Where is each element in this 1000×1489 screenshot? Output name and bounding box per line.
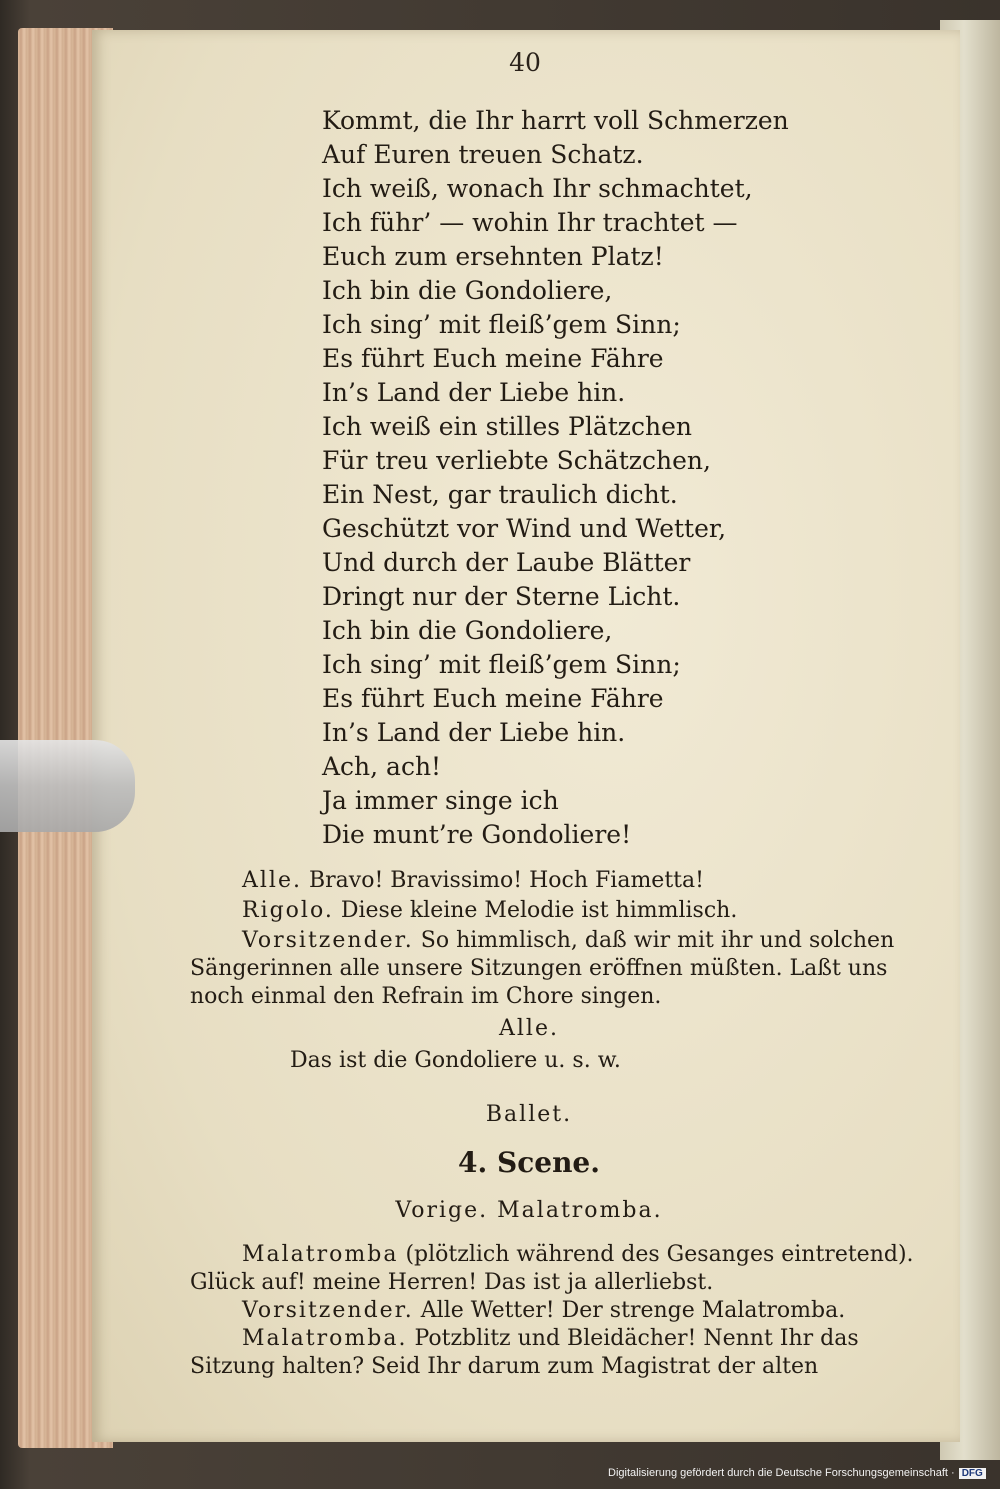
speech-text: Potzblitz und Bleidächer! Nennt Ihr das bbox=[414, 1326, 859, 1351]
speaker-name: Malatromba. bbox=[242, 1326, 408, 1351]
verse-line: Euch zum ersehnten Platz! bbox=[322, 242, 664, 271]
dfg-logo: DFG bbox=[959, 1468, 986, 1479]
speech-text: So himmlisch, daß wir mit ihr und solchen bbox=[420, 928, 895, 953]
dialogue-continuation: Sängerinnen alle unsere Sitzungen eröffnen müßten. Laßt uns bbox=[190, 956, 888, 981]
verse-line: In’s Land der Liebe hin. bbox=[322, 718, 626, 747]
verse-line: Ich führ’ — wohin Ihr trachtet — bbox=[322, 208, 738, 237]
verse-line: In’s Land der Liebe hin. bbox=[322, 378, 626, 407]
verse-line: Ich weiß, wonach Ihr schmachtet, bbox=[322, 174, 753, 203]
dialogue-line bbox=[242, 926, 894, 956]
dialogue-line bbox=[242, 1240, 914, 1270]
speaker-name: Rigolo. bbox=[242, 898, 334, 923]
verse-line: Und durch der Laube Blätter bbox=[322, 548, 691, 577]
speaker-name: Vorsitzender. bbox=[242, 1298, 414, 1323]
dialogue-continuation: Sitzung halten? Seid Ihr darum zum Magistrat der alten bbox=[190, 1354, 819, 1379]
verse-line: Ich bin die Gondoliere, bbox=[322, 616, 613, 645]
dialogue-line bbox=[242, 1296, 845, 1326]
scene-heading: 4. Scene. bbox=[458, 1146, 600, 1179]
verse-line: Ich bin die Gondoliere, bbox=[322, 276, 613, 305]
verse-line: Ich sing’ mit fleiß’gem Sinn; bbox=[322, 650, 681, 679]
funding-footer bbox=[608, 1467, 986, 1479]
stage-direction: Ballet. bbox=[485, 1102, 573, 1127]
verse-line: Es führt Euch meine Fähre bbox=[322, 344, 664, 373]
verse-line: Ja immer singe ich bbox=[322, 786, 559, 815]
verse-line: Ein Nest, gar traulich dicht. bbox=[322, 480, 678, 509]
dialogue-line bbox=[242, 896, 737, 926]
page-number: 40 bbox=[509, 48, 541, 77]
verse-line: Geschützt vor Wind und Wetter, bbox=[322, 514, 727, 543]
verse-line: Für treu verliebte Schätzchen, bbox=[322, 446, 711, 475]
verse-line: Ich weiß ein stilles Plätzchen bbox=[322, 412, 692, 441]
dialogue-line bbox=[242, 1324, 859, 1354]
speech-text: Alle Wetter! Der strenge Malatromba. bbox=[420, 1298, 846, 1323]
verse-line: Ich sing’ mit fleiß’gem Sinn; bbox=[322, 310, 681, 339]
verse-line: Es führt Euch meine Fähre bbox=[322, 684, 664, 713]
speaker-name-centered: Alle. bbox=[499, 1016, 559, 1041]
verse-line: Ach, ach! bbox=[322, 752, 442, 781]
footer-text: Digitalisierung gefördert durch die Deutsche Forschungsgemeinschaft · bbox=[608, 1467, 955, 1479]
speech-text: Diese kleine Melodie ist himmlisch. bbox=[340, 898, 738, 923]
dialogue-line bbox=[242, 866, 704, 896]
dialogue-continuation: noch einmal den Refrain im Chore singen. bbox=[190, 984, 662, 1009]
bookmark-clip bbox=[0, 740, 135, 832]
verse-line: Dringt nur der Sterne Licht. bbox=[322, 582, 681, 611]
verse-line: Kommt, die Ihr harrt voll Schmerzen bbox=[322, 106, 789, 135]
verse-line: Auf Euren treuen Schatz. bbox=[322, 140, 644, 169]
speaker-name: Alle. bbox=[242, 868, 302, 893]
speaker-name: Malatromba bbox=[242, 1242, 399, 1267]
cast-list: Vorige. Malatromba. bbox=[395, 1198, 663, 1223]
speech-text: (plötzlich während des Gesanges eintretend). bbox=[405, 1242, 914, 1267]
verse-line: Die munt’re Gondoliere! bbox=[322, 820, 632, 849]
dialogue-continuation: Glück auf! meine Herren! Das ist ja allerliebst. bbox=[190, 1270, 714, 1295]
speaker-name: Vorsitzender. bbox=[242, 928, 414, 953]
speech-text: Bravo! Bravissimo! Hoch Fiametta! bbox=[308, 868, 704, 893]
dialogue-line: Das ist die Gondoliere u. s. w. bbox=[290, 1048, 621, 1073]
